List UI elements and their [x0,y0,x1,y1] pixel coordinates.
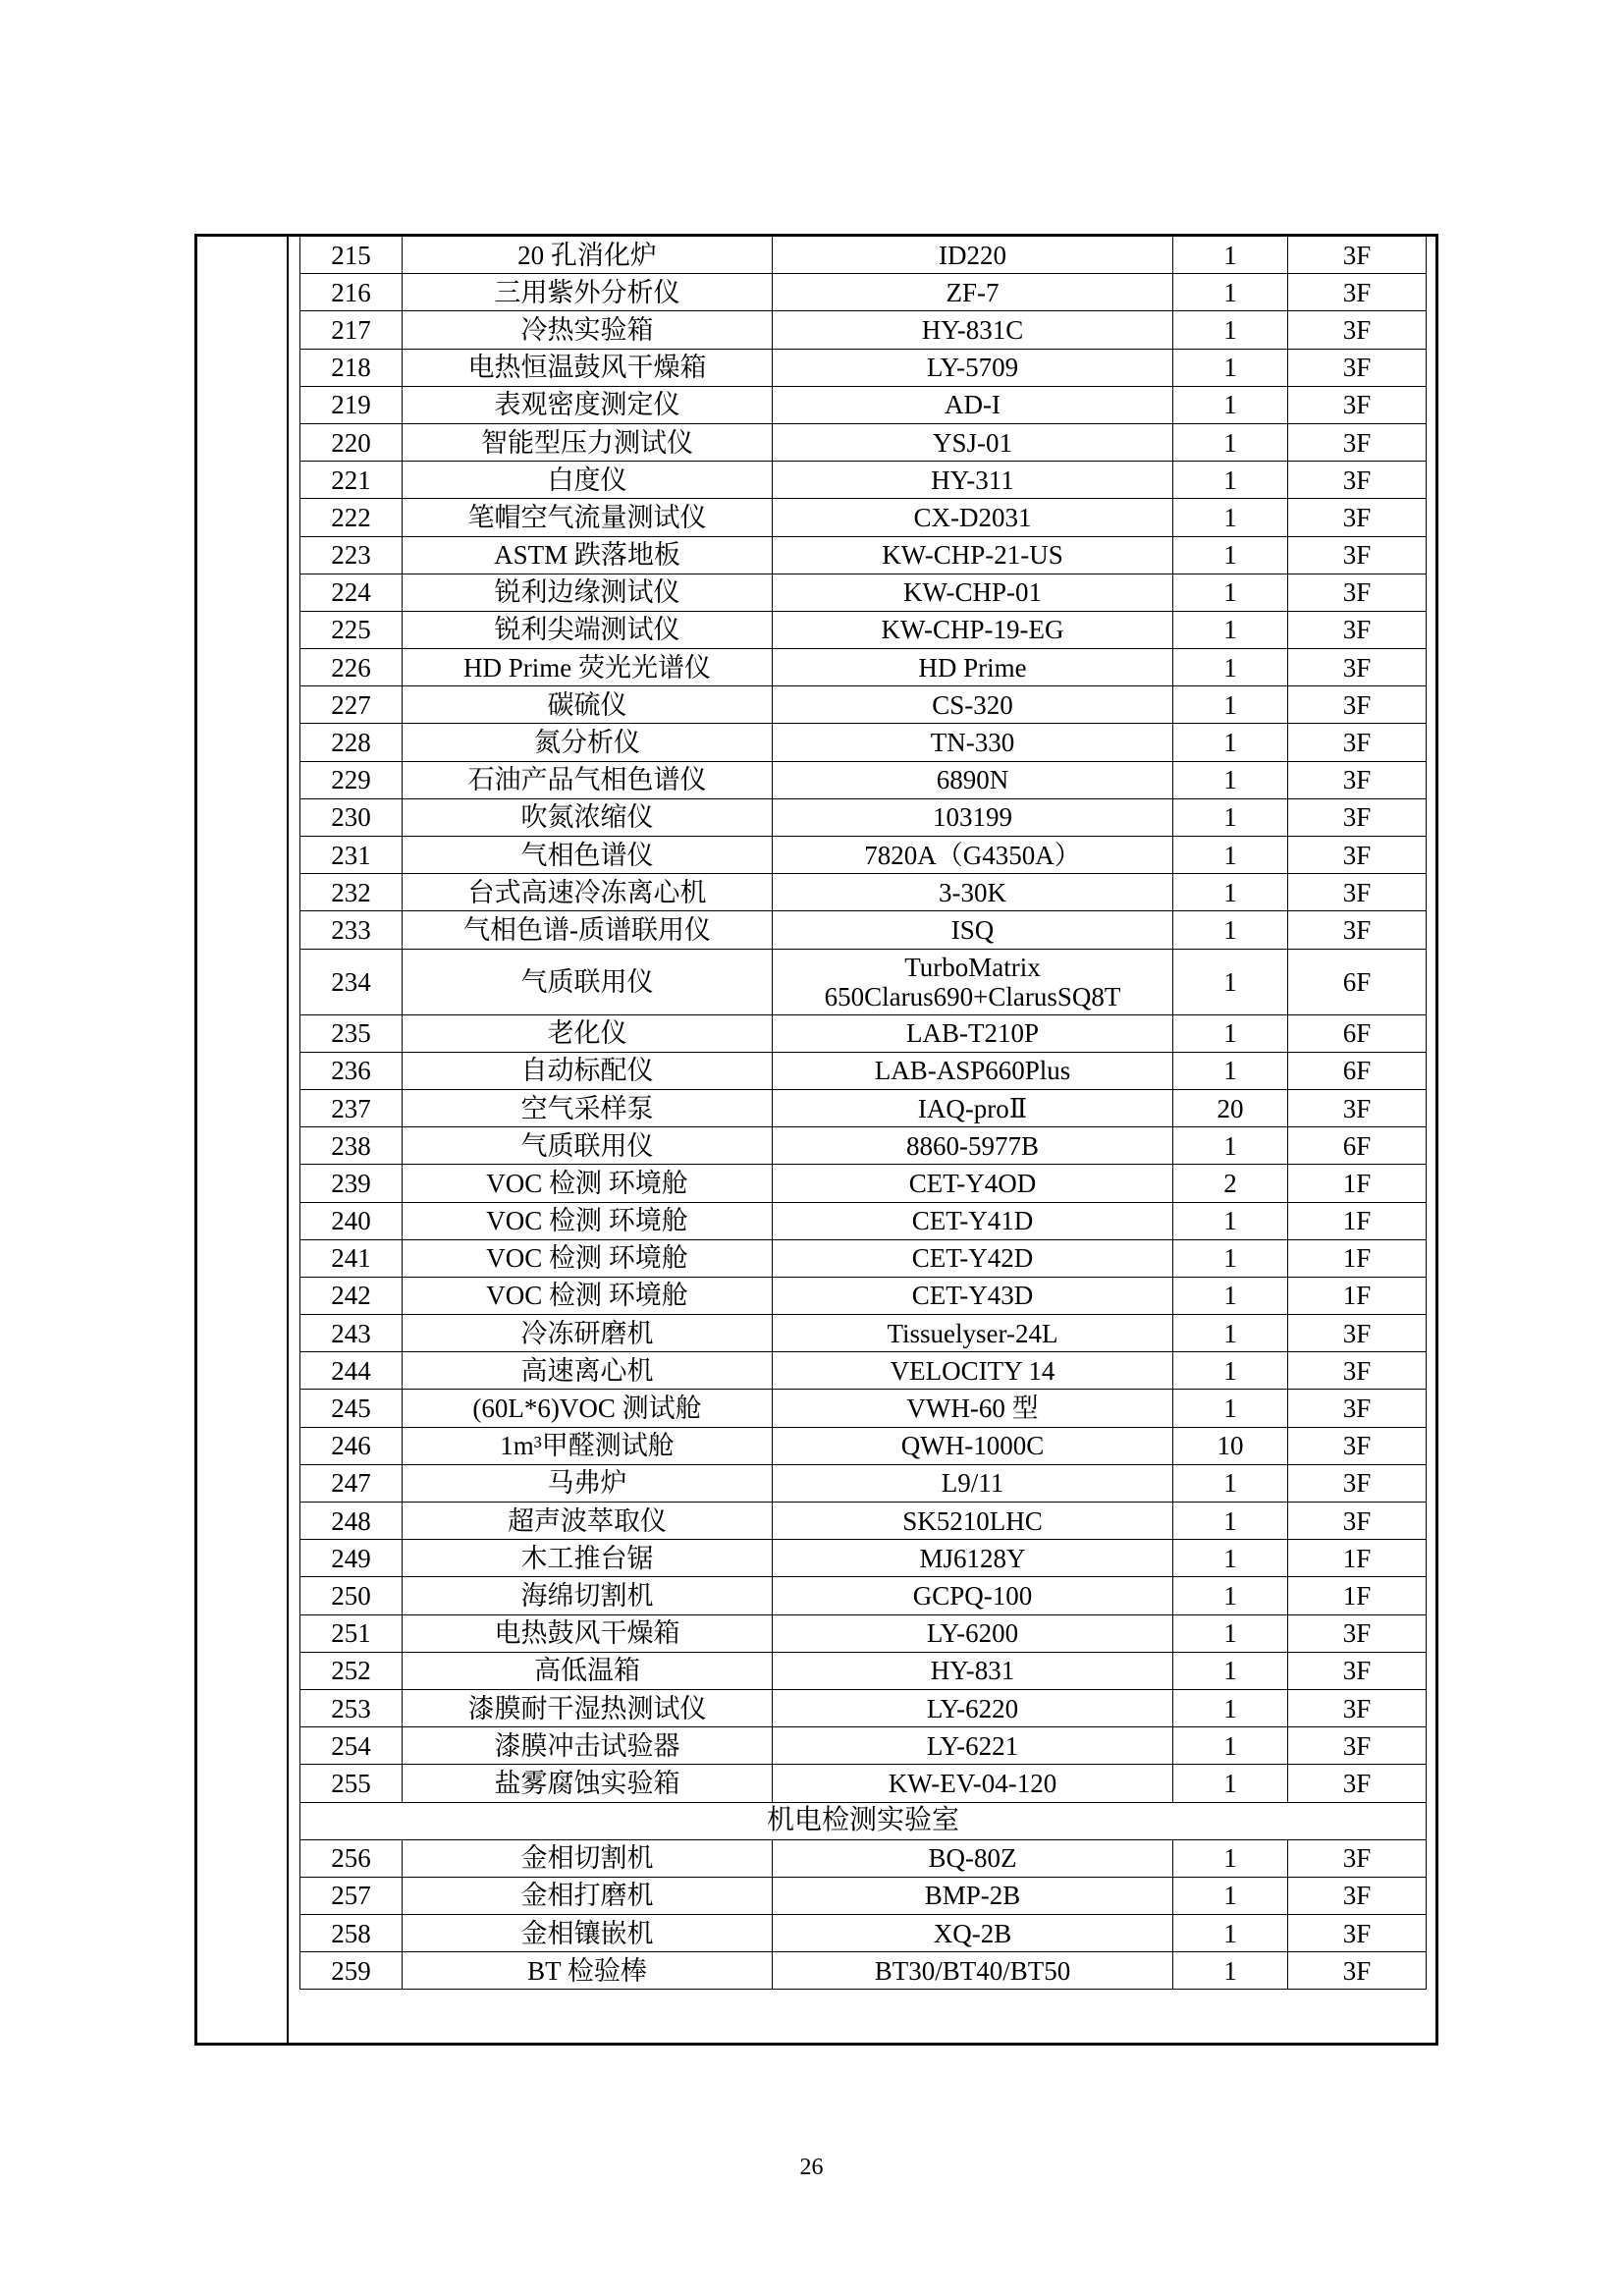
quantity: 1 [1173,649,1288,686]
quantity: 1 [1173,1540,1288,1577]
quantity: 1 [1173,386,1288,423]
equipment-name: 盐雾腐蚀实验箱 [403,1765,773,1802]
quantity: 1 [1173,1352,1288,1390]
row-number: 255 [300,1765,403,1802]
equipment-model: LAB-ASP660Plus [773,1052,1173,1089]
floor: 3F [1288,649,1427,686]
row-number: 228 [300,724,403,761]
column-divider [287,234,289,2046]
floor: 1F [1288,1239,1427,1277]
floor: 3F [1288,1315,1427,1352]
equipment-model: Tissuelyser-24L [773,1315,1173,1352]
quantity: 1 [1173,311,1288,349]
table-row [300,574,1427,611]
row-number: 243 [300,1315,403,1352]
equipment-model: CS-320 [773,686,1173,724]
quantity: 1 [1173,798,1288,836]
row-number: 222 [300,499,403,536]
equipment-model: VELOCITY 14 [773,1352,1173,1390]
floor: 3F [1288,1390,1427,1427]
floor: 3F [1288,1727,1427,1765]
equipment-name: 高速离心机 [403,1352,773,1390]
equipment-name: 马弗炉 [403,1464,773,1502]
equipment-model: LY-6220 [773,1689,1173,1726]
table-row [300,499,1427,536]
quantity: 1 [1173,1765,1288,1802]
quantity: 1 [1173,1915,1288,1952]
equipment-model: MJ6128Y [773,1540,1173,1577]
equipment-name: 冷热实验箱 [403,311,773,349]
table-row [300,911,1427,949]
quantity: 1 [1173,237,1288,274]
table-row [300,1427,1427,1464]
quantity: 1 [1173,574,1288,611]
equipment-name: 自动标配仪 [403,1052,773,1089]
table-row [300,1877,1427,1914]
equipment-name: 金相镶嵌机 [403,1915,773,1952]
quantity: 1 [1173,274,1288,311]
floor: 3F [1288,1464,1427,1502]
row-number: 244 [300,1352,403,1390]
row-number: 256 [300,1839,403,1877]
table-row [300,1540,1427,1577]
quantity: 1 [1173,1052,1288,1089]
table-row [300,1014,1427,1052]
table-row [300,649,1427,686]
table-body-part-b [300,1014,1427,1802]
row-number: 245 [300,1390,403,1427]
quantity: 1 [1173,837,1288,874]
row-number: 217 [300,311,403,349]
quantity: 1 [1173,1014,1288,1052]
equipment-model: LY-5709 [773,349,1173,386]
quantity: 1 [1173,1652,1288,1689]
equipment-model: BT30/BT40/BT50 [773,1952,1173,1990]
floor: 3F [1288,1503,1427,1540]
quantity: 1 [1173,536,1288,574]
quantity: 10 [1173,1427,1288,1464]
floor: 6F [1288,1014,1427,1052]
equipment-model: 8860-5977B [773,1127,1173,1165]
floor: 3F [1288,911,1427,949]
equipment-model: BMP-2B [773,1877,1173,1914]
floor: 6F [1288,1052,1427,1089]
row-number: 252 [300,1652,403,1689]
table-row [300,1727,1427,1765]
row-number: 236 [300,1052,403,1089]
floor: 3F [1288,1089,1427,1126]
table-row [300,1052,1427,1089]
floor: 3F [1288,837,1427,874]
equipment-name: 气质联用仪 [403,949,773,1014]
equipment-name: 电热恒温鼓风干燥箱 [403,349,773,386]
row-number: 233 [300,911,403,949]
equipment-model: CET-Y43D [773,1277,1173,1314]
row-number: 216 [300,274,403,311]
row-number: 257 [300,1877,403,1914]
table-row [300,686,1427,724]
equipment-name: 笔帽空气流量测试仪 [403,499,773,536]
row-number: 241 [300,1239,403,1277]
floor: 1F [1288,1165,1427,1202]
quantity: 1 [1173,499,1288,536]
row-number: 247 [300,1464,403,1502]
table-row [300,1315,1427,1352]
floor: 3F [1288,874,1427,911]
equipment-name: 漆膜冲击试验器 [403,1727,773,1765]
equipment-model: GCPQ-100 [773,1577,1173,1614]
table-row [300,1277,1427,1314]
table-row [300,1352,1427,1390]
equipment-table [299,236,1427,1990]
quantity: 1 [1173,686,1288,724]
table-row [300,311,1427,349]
quantity: 1 [1173,1689,1288,1726]
table-row [300,837,1427,874]
equipment-model: LY-6221 [773,1727,1173,1765]
table-row [300,1765,1427,1802]
floor: 3F [1288,1839,1427,1877]
equipment-model: KW-CHP-21-US [773,536,1173,574]
equipment-model: LY-6200 [773,1614,1173,1652]
row-number: 237 [300,1089,403,1126]
table-row [300,1915,1427,1952]
equipment-name: 金相打磨机 [403,1877,773,1914]
equipment-model: AD-I [773,386,1173,423]
equipment-name: 碳硫仪 [403,686,773,724]
floor: 3F [1288,1877,1427,1914]
quantity: 1 [1173,1839,1288,1877]
floor: 3F [1288,574,1427,611]
floor: 3F [1288,1427,1427,1464]
equipment-name: 锐利尖端测试仪 [403,611,773,648]
equipment-name: 1m³甲醛测试舱 [403,1427,773,1464]
equipment-name: 漆膜耐干湿热测试仪 [403,1689,773,1726]
row-number: 250 [300,1577,403,1614]
quantity: 1 [1173,1315,1288,1352]
equipment-model: HY-831C [773,311,1173,349]
floor: 3F [1288,1689,1427,1726]
table-row [300,1390,1427,1427]
equipment-name: ASTM 跌落地板 [403,536,773,574]
equipment-model: CET-Y42D [773,1239,1173,1277]
equipment-model: 103199 [773,798,1173,836]
floor: 3F [1288,536,1427,574]
table-row [300,1652,1427,1689]
row-number: 240 [300,1202,403,1239]
equipment-name: VOC 检测 环境舱 [403,1165,773,1202]
floor: 3F [1288,1765,1427,1802]
floor: 3F [1288,386,1427,423]
equipment-name: VOC 检测 环境舱 [403,1202,773,1239]
row-number: 218 [300,349,403,386]
quantity: 1 [1173,949,1288,1014]
table-row [300,462,1427,499]
table-row [300,874,1427,911]
quantity: 1 [1173,611,1288,648]
table-row [300,1202,1427,1239]
quantity: 1 [1173,1614,1288,1652]
table-row [300,761,1427,798]
equipment-model: VWH-60 型 [773,1390,1173,1427]
equipment-model: CET-Y41D [773,1202,1173,1239]
floor: 3F [1288,349,1427,386]
floor: 1F [1288,1277,1427,1314]
table-row [300,536,1427,574]
table-row [300,1577,1427,1614]
equipment-model: HY-831 [773,1652,1173,1689]
floor: 6F [1288,949,1427,1014]
page-number: 26 [799,2155,824,2180]
row-number: 251 [300,1614,403,1652]
equipment-model: XQ-2B [773,1915,1173,1952]
equipment-model: 6890N [773,761,1173,798]
equipment-model: ID220 [773,237,1173,274]
floor: 3F [1288,1952,1427,1990]
row-number: 248 [300,1503,403,1540]
equipment-model: L9/11 [773,1464,1173,1502]
equipment-name: HD Prime 荧光光谱仪 [403,649,773,686]
row-number: 246 [300,1427,403,1464]
table-row [300,1503,1427,1540]
table-row [300,1127,1427,1165]
table-row [300,349,1427,386]
equipment-name: 气质联用仪 [403,1127,773,1165]
floor: 3F [1288,611,1427,648]
row-number: 249 [300,1540,403,1577]
row-number: 254 [300,1727,403,1765]
equipment-model: CET-Y4OD [773,1165,1173,1202]
section-header-body [300,1802,1427,1839]
table-row [300,611,1427,648]
table-row [300,1952,1427,1990]
quantity: 2 [1173,1165,1288,1202]
floor: 3F [1288,686,1427,724]
quantity: 1 [1173,911,1288,949]
equipment-name: 台式高速冷冻离心机 [403,874,773,911]
equipment-name: VOC 检测 环境舱 [403,1239,773,1277]
equipment-model: YSJ-01 [773,423,1173,461]
table-row [300,386,1427,423]
equipment-name: 氮分析仪 [403,724,773,761]
row-number: 225 [300,611,403,648]
equipment-name: 老化仪 [403,1014,773,1052]
quantity: 1 [1173,761,1288,798]
table-body-part-a [300,237,1427,950]
row-number: 234 [300,949,403,1014]
equipment-name: 海绵切割机 [403,1577,773,1614]
table-row [300,423,1427,461]
equipment-name: VOC 检测 环境舱 [403,1277,773,1314]
equipment-model: ISQ [773,911,1173,949]
floor: 3F [1288,499,1427,536]
equipment-name: 金相切割机 [403,1839,773,1877]
floor: 3F [1288,1352,1427,1390]
table-row [300,274,1427,311]
equipment-name: 锐利边缘测试仪 [403,574,773,611]
equipment-name: 石油产品气相色谱仪 [403,761,773,798]
floor: 1F [1288,1202,1427,1239]
quantity: 1 [1173,874,1288,911]
equipment-model: QWH-1000C [773,1427,1173,1464]
equipment-name: 20 孔消化炉 [403,237,773,274]
table-row [300,1239,1427,1277]
floor: 1F [1288,1577,1427,1614]
equipment-model: IAQ-proⅡ [773,1089,1173,1126]
row-number: 224 [300,574,403,611]
floor: 3F [1288,724,1427,761]
table-row [300,1839,1427,1877]
row-number: 227 [300,686,403,724]
row-number: 238 [300,1127,403,1165]
row-number: 223 [300,536,403,574]
equipment-model: KW-CHP-19-EG [773,611,1173,648]
row-number: 259 [300,1952,403,1990]
table-row [300,1089,1427,1126]
quantity: 1 [1173,462,1288,499]
row-number: 258 [300,1915,403,1952]
row-number: 253 [300,1689,403,1726]
equipment-name: 高低温箱 [403,1652,773,1689]
equipment-model: 3-30K [773,874,1173,911]
table-row [300,949,1427,1014]
equipment-name: 气相色谱-质谱联用仪 [403,911,773,949]
equipment-name: 表观密度测定仪 [403,386,773,423]
equipment-name: BT 检验棒 [403,1952,773,1990]
quantity: 20 [1173,1089,1288,1126]
table-row [300,1689,1427,1726]
quantity: 1 [1173,1877,1288,1914]
equipment-name: 超声波萃取仪 [403,1503,773,1540]
equipment-model [773,949,1173,1014]
equipment-model: HY-311 [773,462,1173,499]
equipment-model: ZF-7 [773,274,1173,311]
quantity: 1 [1173,1727,1288,1765]
floor: 3F [1288,1614,1427,1652]
quantity: 1 [1173,1503,1288,1540]
equipment-name: 白度仪 [403,462,773,499]
equipment-model: 7820A（G4350A） [773,837,1173,874]
row-number: 242 [300,1277,403,1314]
quantity: 1 [1173,349,1288,386]
row-number: 229 [300,761,403,798]
equipment-name: 气相色谱仪 [403,837,773,874]
row-number: 232 [300,874,403,911]
equipment-model: CX-D2031 [773,499,1173,536]
quantity: 1 [1173,1127,1288,1165]
table-row [300,1165,1427,1202]
equipment-model: LAB-T210P [773,1014,1173,1052]
table-body-row-234 [300,949,1427,1014]
floor: 3F [1288,274,1427,311]
quantity: 1 [1173,1464,1288,1502]
equipment-name: 智能型压力测试仪 [403,423,773,461]
equipment-model: KW-CHP-01 [773,574,1173,611]
equipment-name: 电热鼓风干燥箱 [403,1614,773,1652]
model-line-2: 650Clarus690+ClarusSQ8T [824,981,1121,1011]
equipment-name: 吹氮浓缩仪 [403,798,773,836]
row-number: 226 [300,649,403,686]
floor: 3F [1288,423,1427,461]
floor: 3F [1288,1915,1427,1952]
equipment-name: 木工推台锯 [403,1540,773,1577]
floor: 1F [1288,1540,1427,1577]
table-row [300,798,1427,836]
section-header-row [300,1802,1427,1839]
quantity: 1 [1173,1390,1288,1427]
equipment-model: BQ-80Z [773,1839,1173,1877]
equipment-name: 冷冻研磨机 [403,1315,773,1352]
floor: 6F [1288,1127,1427,1165]
table-row [300,1464,1427,1502]
floor: 3F [1288,798,1427,836]
row-number: 230 [300,798,403,836]
quantity: 1 [1173,1277,1288,1314]
table-body-part-c [300,1839,1427,1990]
equipment-name: 空气采样泵 [403,1089,773,1126]
equipment-model: HD Prime [773,649,1173,686]
row-number: 239 [300,1165,403,1202]
section-title: 机电检测实验室 [300,1802,1427,1839]
floor: 3F [1288,462,1427,499]
model-line-1: TurboMatrix [904,952,1041,982]
row-number: 215 [300,237,403,274]
quantity: 1 [1173,724,1288,761]
row-number: 220 [300,423,403,461]
equipment-model: TN-330 [773,724,1173,761]
equipment-model: KW-EV-04-120 [773,1765,1173,1802]
quantity: 1 [1173,1952,1288,1990]
floor: 3F [1288,1652,1427,1689]
floor: 3F [1288,237,1427,274]
row-number: 219 [300,386,403,423]
row-number: 231 [300,837,403,874]
equipment-model: SK5210LHC [773,1503,1173,1540]
equipment-name: 三用紫外分析仪 [403,274,773,311]
row-number: 235 [300,1014,403,1052]
quantity: 1 [1173,423,1288,461]
equipment-name: (60L*6)VOC 测试舱 [403,1390,773,1427]
quantity: 1 [1173,1239,1288,1277]
table-row [300,1614,1427,1652]
row-number: 221 [300,462,403,499]
table-row [300,237,1427,274]
quantity: 1 [1173,1577,1288,1614]
table-row [300,724,1427,761]
floor: 3F [1288,761,1427,798]
floor: 3F [1288,311,1427,349]
quantity: 1 [1173,1202,1288,1239]
